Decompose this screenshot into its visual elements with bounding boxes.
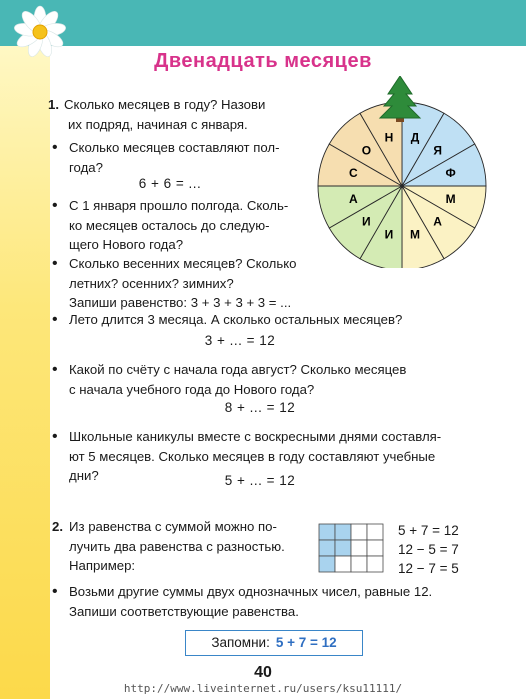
text-line: ют 5 месяцев. Сколько месяцев в году составляют учебные <box>69 448 436 464</box>
grid-cell <box>351 540 367 556</box>
bullet-icon: • <box>52 255 58 272</box>
grid-cell <box>351 556 367 572</box>
task-1 <box>48 95 266 134</box>
equation: 8 + ... = 12 <box>224 400 296 415</box>
task-2 <box>52 517 285 576</box>
wheel-letter: Ф <box>445 165 456 180</box>
text-line: Школьные каникулы вместе с воскресными днями составля- <box>69 429 442 444</box>
sum-grid <box>317 522 385 574</box>
month-wheel <box>314 76 490 268</box>
wheel-letter: А <box>348 192 358 207</box>
page-title: Двенадцать месяцев <box>154 50 372 72</box>
equation: 3 + ... = 12 <box>204 333 276 348</box>
text-line: дни? <box>69 468 99 483</box>
wheel-letter: Я <box>433 143 442 158</box>
grid-cell <box>335 556 351 572</box>
side-decoration <box>0 46 50 699</box>
text-line: Лето длится 3 месяца. А сколько остальных месяцев? <box>69 312 403 327</box>
wheel-letter: И <box>384 227 394 242</box>
fir-tree-icon <box>380 76 420 122</box>
wheel-letter: А <box>433 214 442 229</box>
bullet-icon: • <box>52 139 58 156</box>
remember-label: Запомни: <box>211 635 270 650</box>
text-line: года? <box>69 159 103 175</box>
bullet-icon: • <box>52 583 58 600</box>
text-line: Из равенства с суммой можно по- <box>69 519 277 534</box>
text-line: Возьми другие суммы двух однозначных чисел, равные 12. <box>69 584 433 599</box>
wheel-letter: О <box>361 143 372 158</box>
grid-cell <box>335 540 351 556</box>
header-bar <box>0 0 526 46</box>
question-item <box>52 254 297 313</box>
text-line: ко месяцев осталось до следую- <box>69 217 270 233</box>
grid-cell <box>319 524 335 540</box>
task-number: 2. <box>52 519 63 534</box>
question-item <box>52 196 289 255</box>
text-line: щего Нового года? <box>69 237 184 252</box>
text-line: Запиши равенство: 3 + 3 + 3 + 3 = ... <box>69 295 292 310</box>
page-number: 40 <box>254 664 272 681</box>
bullet-icon: • <box>52 361 58 378</box>
equation-list <box>398 521 459 578</box>
question-item <box>52 310 403 330</box>
equation: 5 + ... = 12 <box>224 473 296 488</box>
text-line: летних? осенних? зимних? <box>69 275 234 291</box>
grid-cell <box>319 540 335 556</box>
equation: 6 + 6 = ... <box>138 176 202 191</box>
grid-cell <box>319 556 335 572</box>
grid-cell <box>367 556 383 572</box>
question-item <box>52 582 433 621</box>
remember-box <box>185 630 363 656</box>
question-item <box>52 360 407 399</box>
wheel-letter: И <box>362 214 371 229</box>
text-line: Сколько весенних месяцев? Сколько <box>69 256 297 271</box>
task-number: 1. <box>48 97 59 112</box>
equation: 12 − 7 = 5 <box>398 561 459 576</box>
wheel-letter: Д <box>410 130 420 145</box>
grid-cell <box>351 524 367 540</box>
text-line: их подряд, начиная с января. <box>68 116 248 132</box>
wheel-letter: М <box>445 192 456 207</box>
text-line: Какой по счёту с начала года август? Сколько месяцев <box>69 362 407 377</box>
grid-cell <box>367 540 383 556</box>
bullet-icon: • <box>52 311 58 328</box>
text-line: Сколько месяцев в году? Назови <box>64 97 266 112</box>
grid-cell <box>335 524 351 540</box>
text-line: с начала учебного года до Нового года? <box>69 381 315 397</box>
watermark-url: http://www.liveinternet.ru/users/ksu11111/ <box>123 682 403 695</box>
bullet-icon: • <box>52 428 58 445</box>
grid-cell <box>367 524 383 540</box>
wheel-letter: М <box>410 227 421 242</box>
question-item <box>52 138 280 177</box>
text-line: Сколько месяцев составляют пол- <box>69 140 280 155</box>
bullet-icon: • <box>52 197 58 214</box>
text-line: лучить два равенства с разностью. <box>69 538 285 554</box>
wheel-letter: Н <box>384 130 394 145</box>
text-line: Например: <box>69 558 136 573</box>
equation: 5 + 7 = 12 <box>398 523 459 538</box>
text-line: С 1 января прошло полгода. Сколь- <box>69 198 289 213</box>
remember-equation: 5 + 7 = 12 <box>275 635 337 650</box>
text-line: Запиши соответствующие равенства. <box>69 603 299 619</box>
equation: 12 − 5 = 7 <box>398 542 459 557</box>
wheel-letter: С <box>348 165 358 180</box>
